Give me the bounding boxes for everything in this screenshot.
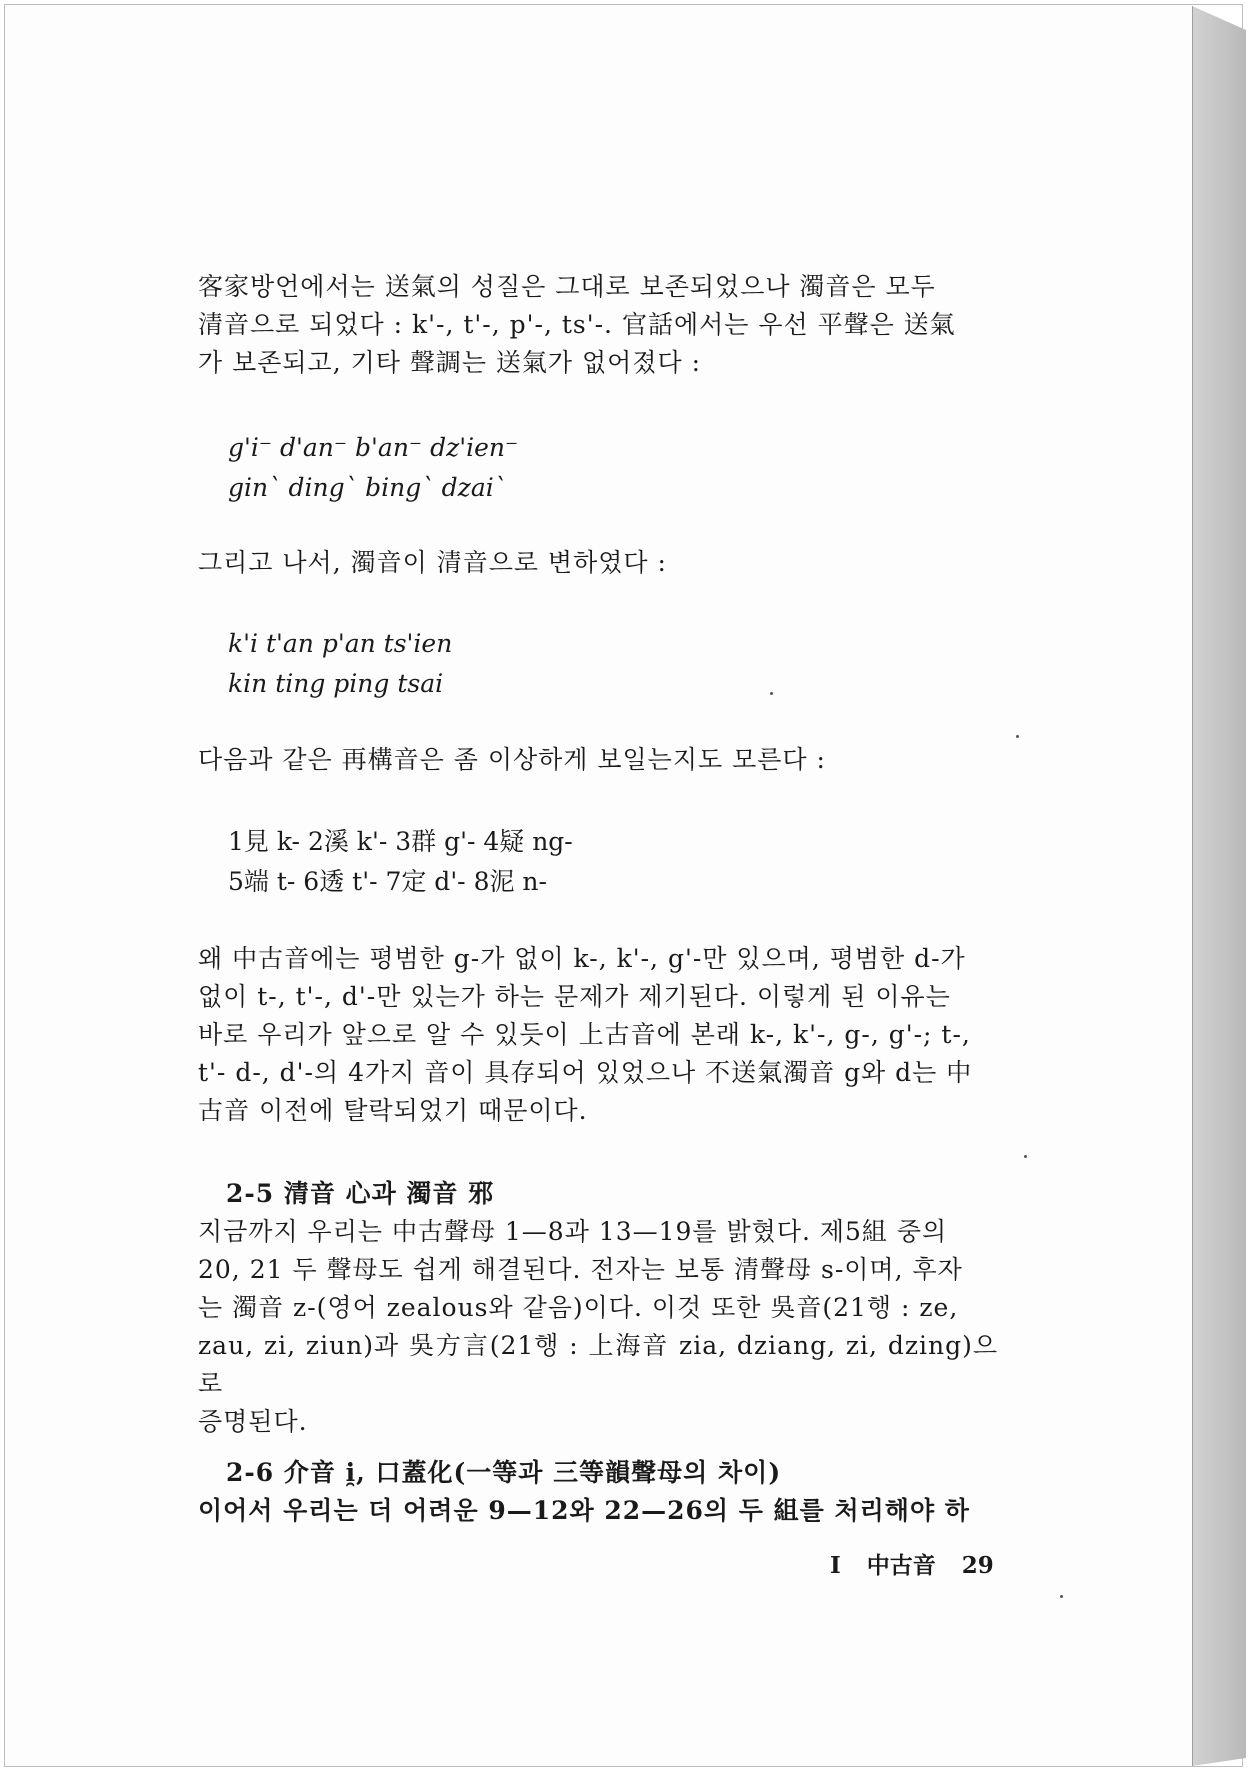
section25-line5: 증명된다. [198, 1407, 308, 1436]
section26-heading: 2-6 介音 i̯, 口蓋化(一等과 三等韻聲母의 차이) [226, 1458, 782, 1487]
paragraph-4 [198, 940, 998, 1130]
para3-text: 다음과 같은 再構音은 좀 이상하게 보일는지도 모른다 : [198, 745, 826, 774]
example-2 [228, 624, 452, 704]
para4-line2: 없이 t-, t'-, d'-만 있는가 하는 문제가 제기된다. 이렇게 된 이유는 [198, 982, 951, 1011]
section25-heading: 2-5 清音 心과 濁音 邪 [226, 1179, 495, 1208]
para4-line5: 古音 이전에 탈락되었기 때문이다. [198, 1096, 588, 1125]
example-3 [228, 822, 573, 902]
chapter-title: 中古音 [866, 1552, 936, 1579]
example2-line2: kin ting ping tsai [228, 669, 444, 698]
scan-speck [1060, 1595, 1063, 1598]
para1-line3: 가 보존되고, 기타 聲調는 送氣가 없어졌다 : [198, 348, 702, 377]
example3-line2: 5端 t- 6透 t'- 7定 d'- 8泥 n- [228, 867, 547, 896]
scan-speck [1024, 1155, 1027, 1158]
paragraph-3 [198, 741, 998, 779]
example1-line2: gin` ding` bing` dzai` [228, 473, 507, 502]
para4-line4: t'- d-, d'-의 4가지 音이 具存되어 있었으나 不送氣濁音 g와 d는 中 [198, 1058, 973, 1087]
paragraph-1 [198, 268, 998, 382]
section26-line1: 이어서 우리는 더 어려운 9—12와 22—26의 두 組를 처리해야 하 [198, 1496, 970, 1525]
section25-line3: 는 濁音 z-(영어 zealous와 같음)이다. 이것 또한 吳音(21행 : ze, [198, 1293, 959, 1322]
example3-line1: 1見 k- 2溪 k'- 3群 g'- 4疑 ng- [228, 827, 573, 856]
section25-line1: 지금까지 우리는 中古聲母 1—8과 13—19를 밝혔다. 제5組 중의 [198, 1217, 948, 1246]
example2-line1: k'i t'an p'an ts'ien [228, 629, 453, 658]
scan-speck [770, 692, 773, 695]
para1-line1: 客家방언에서는 送氣의 성질은 그대로 보존되었으나 濁音은 모두 [198, 272, 936, 301]
para4-line1: 왜 中古音에는 평범한 g-가 없이 k-, k'-, g'-만 있으며, 평범한 d-가 [198, 944, 966, 973]
para1-line2: 清音으로 되었다 : k'-, t'-, p'-, ts'-. 官話에서는 우선 平聲은 送氣 [198, 310, 956, 339]
paragraph-2 [198, 544, 998, 582]
page-footer [830, 1547, 1012, 1580]
section-2-5 [198, 1175, 998, 1441]
para4-line3: 바로 우리가 앞으로 알 수 있듯이 上古音에 본래 k-, k'-, g-, g'-; t-, [198, 1020, 971, 1049]
chapter-number: I [830, 1552, 841, 1579]
book-spine [1192, 6, 1246, 1766]
page-number: 29 [961, 1552, 994, 1579]
section25-line2: 20, 21 두 聲母도 쉽게 해결된다. 전자는 보통 清聲母 s-이며, 후자 [198, 1255, 963, 1284]
section25-line4: zau, zi, ziun)과 吳方言(21행 : 上海音 zia, dziang, zi, dzing)으로 [198, 1331, 998, 1398]
example-1 [228, 428, 518, 508]
example1-line1: g'i⁻ d'an⁻ b'an⁻ dz'ien⁻ [228, 433, 519, 462]
spine-edge [1192, 6, 1193, 1766]
para2-text: 그리고 나서, 濁音이 清音으로 변하였다 : [198, 548, 667, 577]
section-2-6 [198, 1454, 998, 1530]
scan-speck [1016, 735, 1019, 738]
